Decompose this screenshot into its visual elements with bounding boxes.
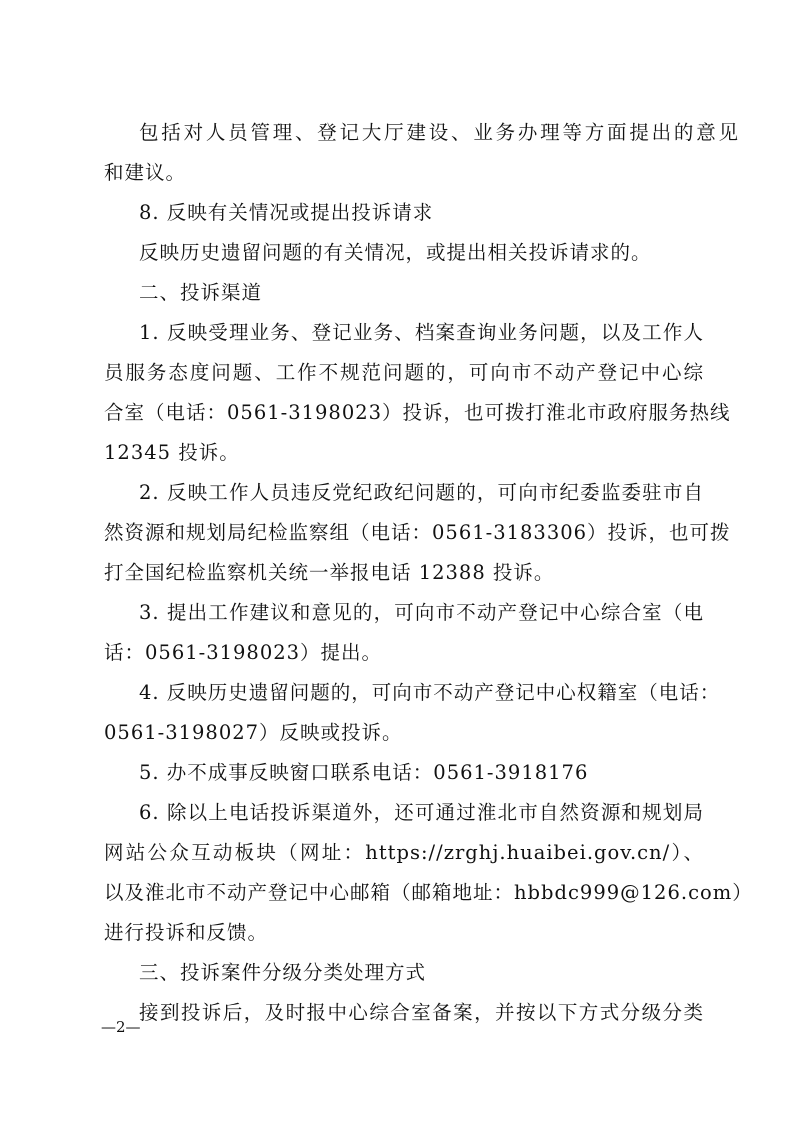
text-line-19: 网站公众互动板块（网址：https://zrghj.huaibei.gov.cn/）、 [104, 841, 704, 864]
text-line-4: 反映历史遗留问题的有关情况，或提出相关投诉请求的。 [139, 241, 652, 264]
text-line-12: 打全国纪检监察机关统一举报电话 12388 投诉。 [104, 561, 555, 584]
text-line-11: 然资源和规划局纪检监察组（电话：0561-3183306）投诉，也可拨 [104, 521, 731, 544]
section-heading-complaint-channels: 二、投诉渠道 [139, 281, 263, 304]
text-line-7: 员服务态度问题、工作不规范问题的，可向市不动产登记中心综 [104, 361, 704, 384]
text-line-16: 0561-3198027）反映或投诉。 [104, 721, 403, 744]
text-line-6: 1. 反映受理业务、登记业务、档案查询业务问题，以及工作人 [139, 321, 704, 344]
text-line-13: 3. 提出工作建议和意见的，可向市不动产登记中心综合室（电 [139, 601, 704, 624]
page-number: —2— [101, 1018, 141, 1036]
text-line-17: 5. 办不成事反映窗口联系电话：0561-3918176 [139, 761, 589, 784]
text-line-10: 2. 反映工作人员违反党纪政纪问题的，可向市纪委监委驻市自 [139, 481, 704, 504]
text-line-15: 4. 反映历史遗留问题的，可向市不动产登记中心权籍室（电话： [139, 681, 721, 704]
text-line-14: 话：0561-3198023）提出。 [104, 641, 383, 664]
text-line-23: 接到投诉后，及时报中心综合室备案，并按以下方式分级分类 [139, 1001, 704, 1024]
text-line-8: 合室（电话：0561-3198023）投诉，也可拨打淮北市政府服务热线 [104, 401, 731, 424]
section-heading-classification: 三、投诉案件分级分类处理方式 [139, 961, 427, 984]
section-heading-8: 8. 反映有关情况或提出投诉请求 [139, 201, 434, 224]
text-line-20: 以及淮北市不动产登记中心邮箱（邮箱地址：hbbdc999@126.com） [104, 881, 753, 904]
text-line-1: 包括对人员管理、登记大厅建设、业务办理等方面提出的意见 [139, 121, 739, 144]
text-line-2: 和建议。 [104, 161, 187, 184]
text-line-18: 6. 除以上电话投诉渠道外，还可通过淮北市自然资源和规划局 [139, 801, 704, 824]
text-line-9: 12345 投诉。 [104, 441, 240, 464]
text-line-21: 进行投诉和反馈。 [104, 921, 269, 944]
